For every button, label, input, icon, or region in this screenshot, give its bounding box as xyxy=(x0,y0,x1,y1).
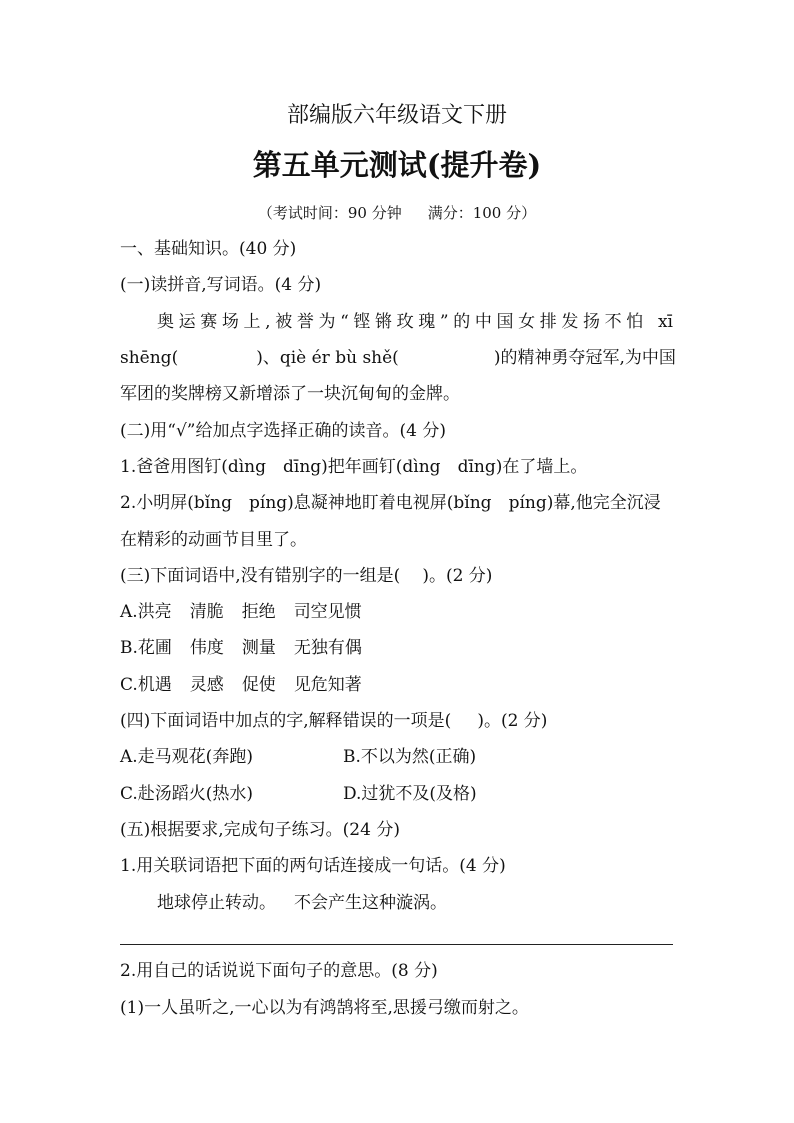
part2-heading: (二)用“√”给加点字选择正确的读音。(4 分) xyxy=(120,421,446,441)
exam-info xyxy=(0,202,794,223)
part4-option-c: C.赴汤蹈火(热水) xyxy=(120,784,254,804)
answer-line[interactable] xyxy=(120,944,673,945)
part4-heading: (四)下面词语中加点的字,解释错误的一项是( )。(2 分) xyxy=(120,711,548,731)
part4-option-b: B.不以为然(正确) xyxy=(343,747,477,767)
part3-heading: (三)下面词语中,没有错别字的一组是( )。(2 分) xyxy=(120,566,493,586)
part4-option-d: D.过犹不及(及格) xyxy=(343,784,477,804)
exam-time: （考试时间：90 分钟 xyxy=(257,204,402,222)
part2-question1: 1.爸爸用图钉(dìng dīng)把年画钉(dìng dīng)在了墙上。 xyxy=(120,457,588,477)
part5-question1-sentences: 地球停止转动。 不会产生这种漩涡。 xyxy=(157,893,447,913)
part3-option-c: C.机遇 灵感 促使 见危知著 xyxy=(120,675,362,695)
part1-line3: 军团的奖牌榜又新增添了一块沉甸甸的金牌。 xyxy=(120,384,460,404)
exam-score: 满分：100 分） xyxy=(427,204,537,222)
part2-question2-line1: 2.小明屏(bǐng píng)息凝神地盯着电视屏(bǐng píng)幕,他完全沉浸 xyxy=(120,493,661,513)
part2-question2-line2: 在精彩的动画节目里了。 xyxy=(120,530,307,550)
part3-option-a: A.洪亮 清脆 拒绝 司空见惯 xyxy=(120,602,362,622)
part5-question2-item1: (1)一人虽听之,一心以为有鸿鹄将至,思援弓缴而射之。 xyxy=(120,998,529,1018)
part4-option-a: A.走马观花(奔跑) xyxy=(120,747,253,767)
section-heading: 一、基础知识。(40 分) xyxy=(120,239,297,259)
document-title: 部编版六年级语文下册 xyxy=(286,103,507,128)
part1-line2: shēng( )、qiè ér bù shě( )的精神勇夺冠军,为中国 xyxy=(120,348,676,368)
part5-question1: 1.用关联词语把下面的两句话连接成一句话。(4 分) xyxy=(120,856,506,876)
document-subtitle: 第五单元测试(提升卷) xyxy=(252,148,542,182)
part5-heading: (五)根据要求,完成句子练习。(24 分) xyxy=(120,820,400,840)
part1-line1: 奥运赛场上,被誉为“铿锵玫瑰”的中国女排发扬不怕 xī xyxy=(157,312,673,332)
part5-question2: 2.用自己的话说说下面句子的意思。(8 分) xyxy=(120,961,438,981)
part1-heading: (一)读拼音,写词语。(4 分) xyxy=(120,275,322,295)
part3-option-b: B.花圃 伟度 测量 无独有偶 xyxy=(120,638,362,658)
